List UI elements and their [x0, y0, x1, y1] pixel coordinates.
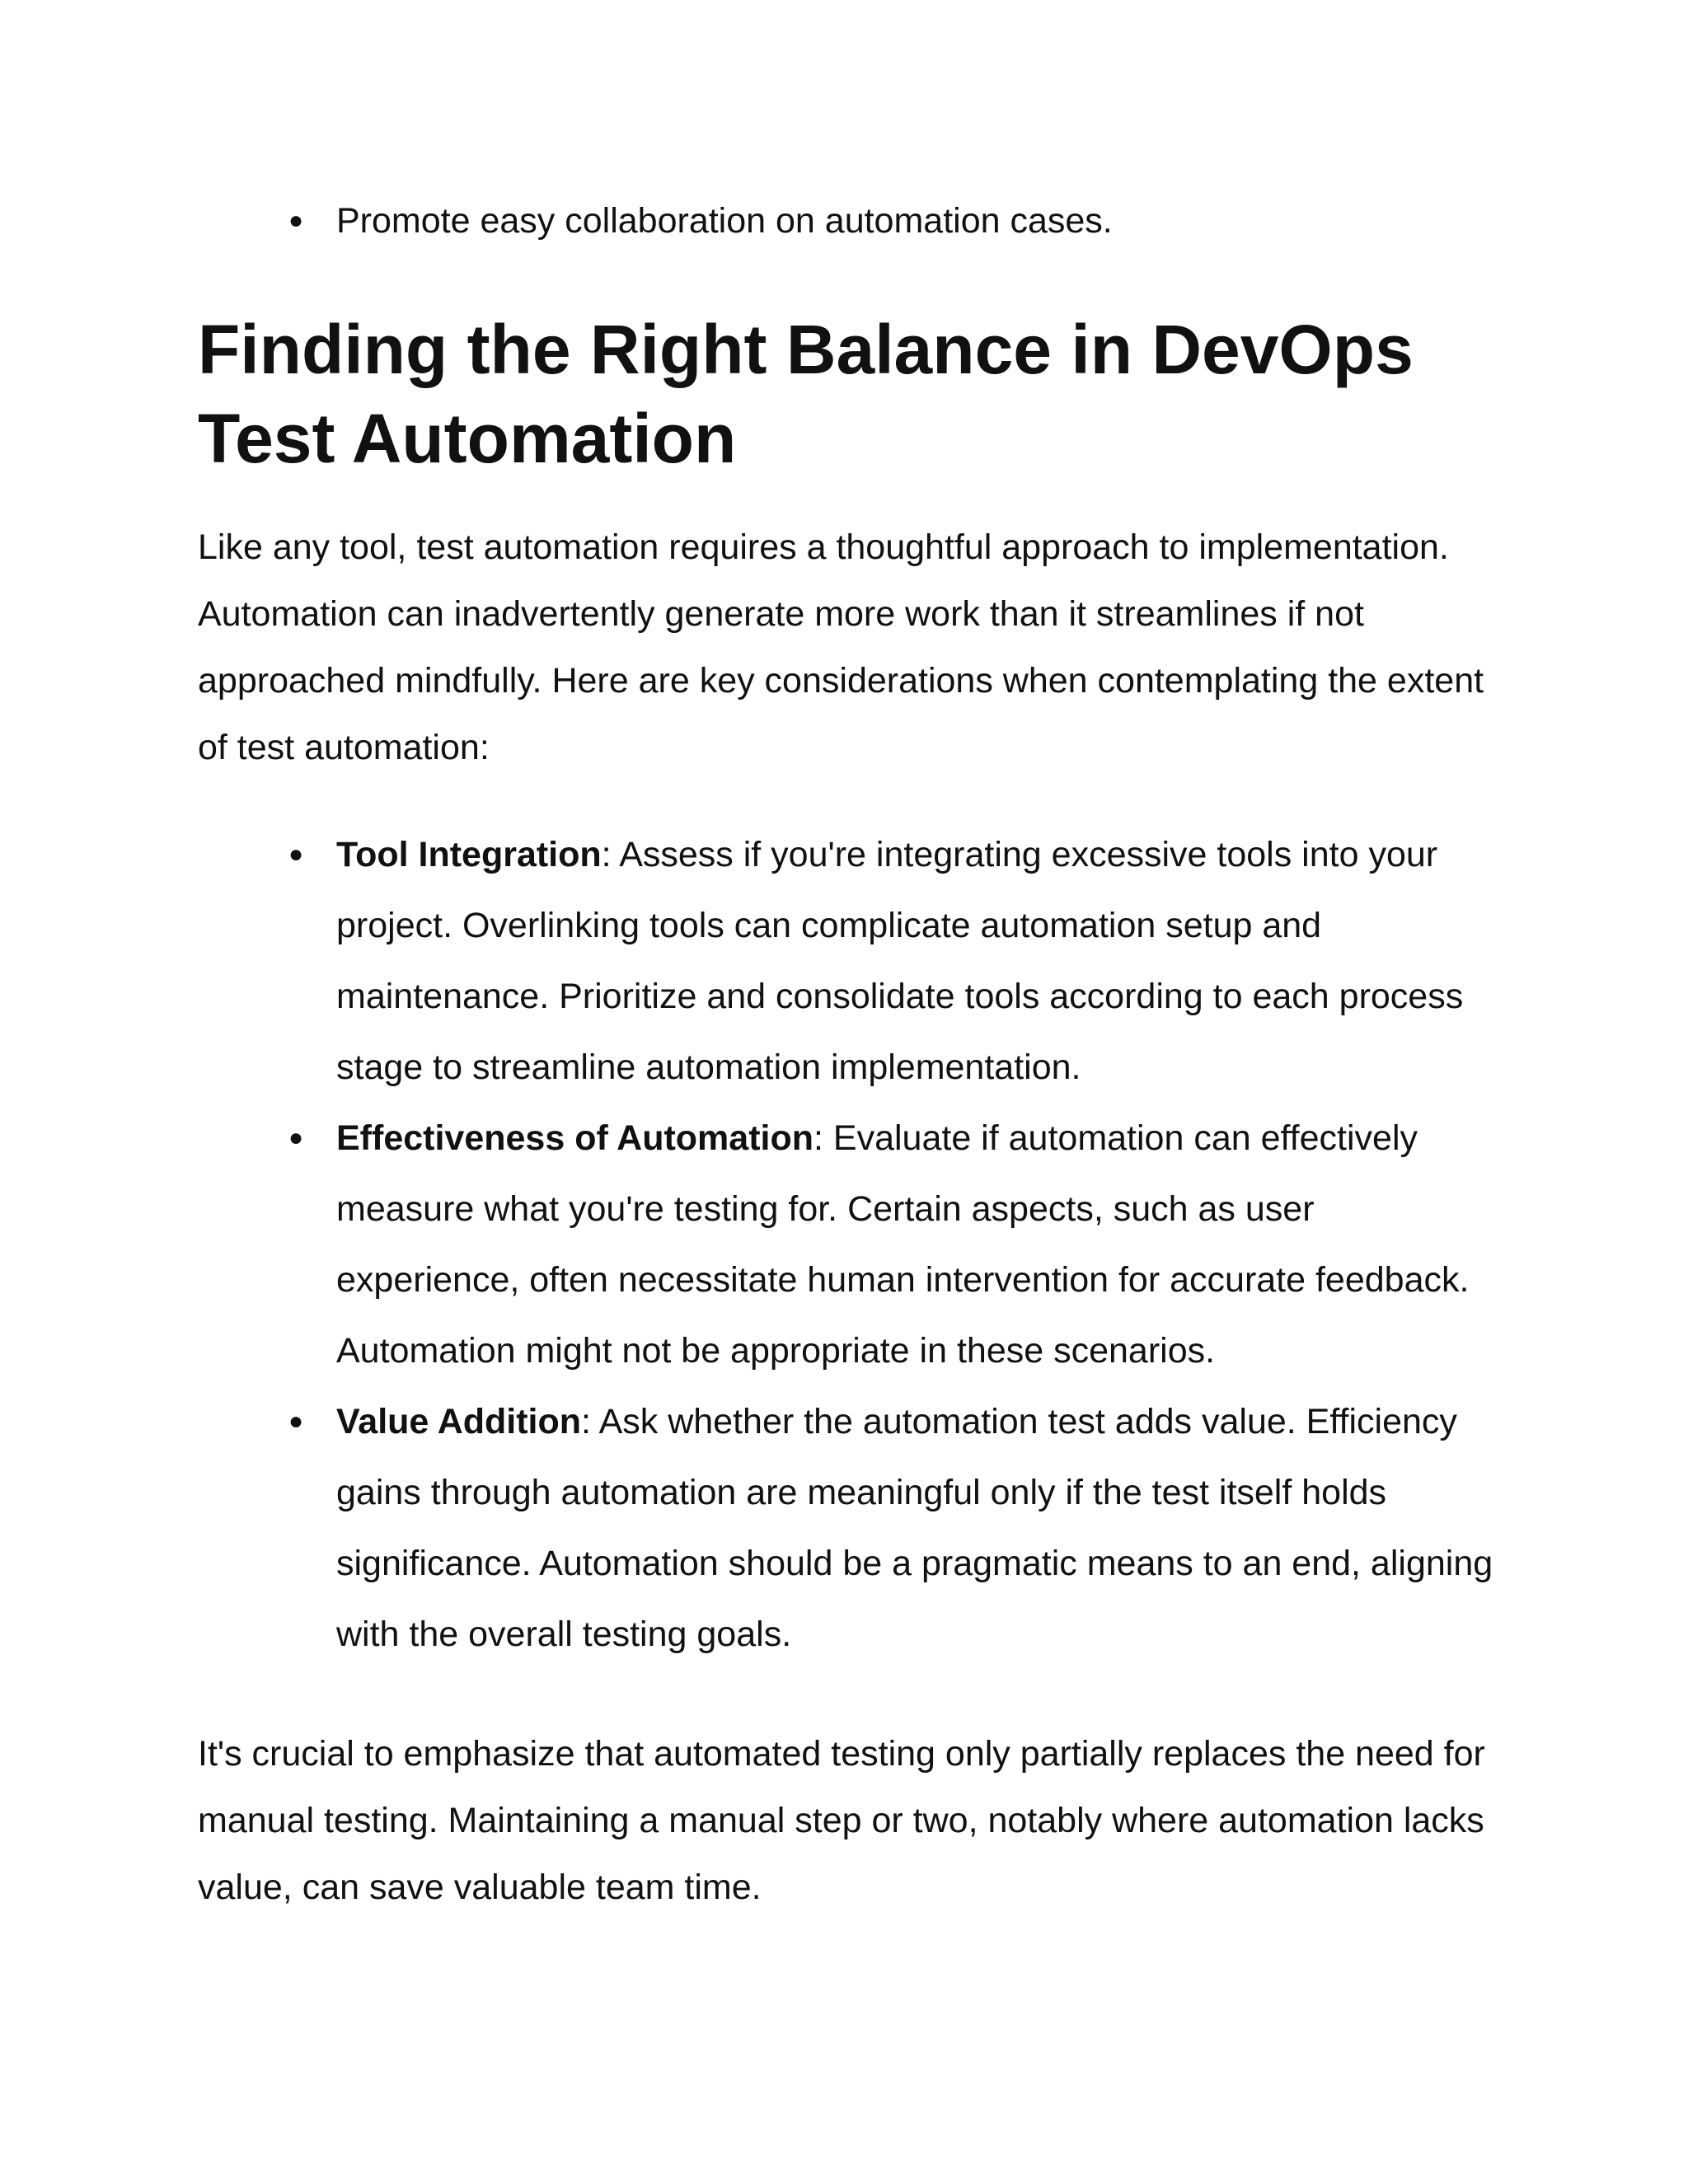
- intro-paragraph: Like any tool, test automation requires a thoughtful approach to implementation. Automation can inadvertently generate more work than it streamlines if not approached mindfully. Here are key considerations when contemplating the extent of test automation:: [198, 527, 1484, 767]
- list-item-text: Promote easy collaboration on automation cases.: [336, 201, 1113, 241]
- closing-paragraph: It's crucial to emphasize that automated testing only partially replaces the need for manual testing. Maintaining a manual step or two, notably where automation lacks value, can save valuable team time.: [198, 1734, 1485, 1907]
- list-item-text: : Evaluate if automation can effectively measure what you're testing for. Certain aspects, such as user experience, often necessitate human intervention for accurate feedback. Automation might not be appropriate in these scenarios.: [336, 1118, 1470, 1371]
- list-item-term: Value Addition: [336, 1402, 582, 1441]
- list-item: [288, 1103, 1507, 1386]
- section-heading: Finding the Right Balance in DevOps Test Automation: [198, 311, 1414, 477]
- list-item-term: Tool Integration: [336, 835, 602, 874]
- list-item-text: : Ask whether the automation test adds value. Efficiency gains through automation are meaningful only if the test itself holds significance. Automation should be a pragmatic means to an end, aligning with the overall testing goals.: [336, 1402, 1493, 1654]
- list-item: [288, 819, 1507, 1103]
- list-item: [288, 185, 1490, 256]
- bullet-icon: ●: [288, 1408, 304, 1435]
- top-bullet-list: [288, 185, 1490, 256]
- list-item-text: : Assess if you're integrating excessive tools into your project. Overlinking tools can complicate automation setup and maintenance. Prioritize and consolidate tools according to each process stage to streamline automation implementation.: [336, 835, 1464, 1087]
- list-item-term: Effectiveness of Automation: [336, 1118, 814, 1158]
- list-item: [288, 1386, 1507, 1670]
- bullet-icon: ●: [288, 207, 304, 234]
- bullet-icon: ●: [288, 1124, 304, 1151]
- bullet-icon: ●: [288, 841, 304, 868]
- considerations-list: [288, 819, 1507, 1670]
